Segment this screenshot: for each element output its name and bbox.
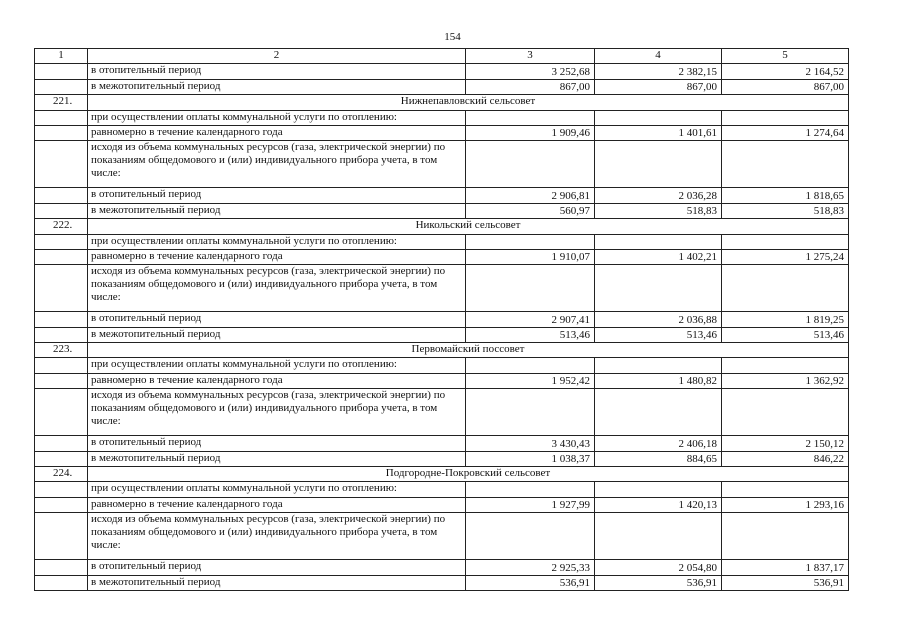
section-title-row [35,219,849,234]
value-col-5: 846,22 [722,451,849,466]
header-col-5: 5 [722,49,849,64]
table-row [35,560,849,575]
value-col-5 [722,358,849,373]
row-number [35,560,88,575]
table-row [35,249,849,264]
header-col-3: 3 [466,49,595,64]
value-col-3 [466,513,595,560]
row-label: в межотопительный период [88,79,466,94]
row-label: равномерно в течение календарного года [88,249,466,264]
value-col-3: 3 252,68 [466,64,595,79]
value-col-3 [466,234,595,249]
table-row [35,327,849,342]
table-row [35,358,849,373]
row-label: равномерно в течение календарного года [88,497,466,512]
value-col-4: 1 402,21 [595,249,722,264]
value-col-4 [595,513,722,560]
value-col-5: 518,83 [722,203,849,218]
value-col-3: 2 907,41 [466,312,595,327]
value-col-3 [466,389,595,436]
row-label: при осуществлении оплаты коммунальной услуги по отоплению: [88,358,466,373]
row-label: исходя из объема коммунальных ресурсов (газа, электрической энергии) по показаниям общедомового и (или) индивидуального прибора учета, в том числе: [88,265,466,312]
row-label: равномерно в течение календарного года [88,373,466,388]
row-label: исходя из объема коммунальных ресурсов (газа, электрической энергии) по показаниям общедомового и (или) индивидуального прибора учета, в том числе: [88,513,466,560]
table-row [35,64,849,79]
row-number [35,389,88,436]
value-col-5: 1 275,24 [722,249,849,264]
value-col-3: 1 038,37 [466,451,595,466]
value-col-5 [722,110,849,125]
page-number: 154 [444,31,461,43]
value-col-4: 518,83 [595,203,722,218]
row-label: исходя из объема коммунальных ресурсов (газа, электрической энергии) по показаниям общедомового и (или) индивидуального прибора учета, в том числе: [88,141,466,188]
value-col-5 [722,234,849,249]
value-col-3: 3 430,43 [466,436,595,451]
value-col-4 [595,265,722,312]
value-col-3 [466,265,595,312]
row-label: исходя из объема коммунальных ресурсов (газа, электрической энергии) по показаниям общедомового и (или) индивидуального прибора учета, в том числе: [88,389,466,436]
table-row [35,389,849,436]
value-col-4: 867,00 [595,79,722,94]
value-col-4: 1 420,13 [595,497,722,512]
row-number [35,203,88,218]
value-col-3: 2 906,81 [466,188,595,203]
row-number [35,79,88,94]
table-row [35,110,849,125]
row-label: в отопительный период [88,64,466,79]
value-col-4 [595,389,722,436]
value-col-4: 2 382,15 [595,64,722,79]
value-col-3 [466,141,595,188]
row-number [35,513,88,560]
value-col-5: 1 818,65 [722,188,849,203]
row-number [35,327,88,342]
table-row [35,482,849,497]
section-title: Нижнепавловский сельсовет [88,95,849,110]
value-col-5: 2 164,52 [722,64,849,79]
table-row [35,575,849,590]
value-col-3: 560,97 [466,203,595,218]
row-label: равномерно в течение календарного года [88,125,466,140]
value-col-3 [466,110,595,125]
row-number [35,575,88,590]
value-col-3: 1 910,07 [466,249,595,264]
value-col-5: 1 819,25 [722,312,849,327]
row-number [35,265,88,312]
section-title: Подгородне-Покровский сельсовет [88,467,849,482]
value-col-5: 513,46 [722,327,849,342]
value-col-5: 867,00 [722,79,849,94]
value-col-5: 1 293,16 [722,497,849,512]
value-col-3: 1 927,99 [466,497,595,512]
value-col-4: 536,91 [595,575,722,590]
value-col-4: 1 480,82 [595,373,722,388]
value-col-4: 2 036,88 [595,312,722,327]
row-number: 221. [35,95,88,110]
row-number [35,125,88,140]
value-col-5 [722,389,849,436]
row-label: в межотопительный период [88,327,466,342]
value-col-4: 2 036,28 [595,188,722,203]
value-col-4: 1 401,61 [595,125,722,140]
value-col-5 [722,513,849,560]
value-col-4: 513,46 [595,327,722,342]
row-label: в межотопительный период [88,575,466,590]
table-row [35,312,849,327]
row-number [35,141,88,188]
row-number [35,249,88,264]
value-col-5 [722,141,849,188]
header-col-2: 2 [88,49,466,64]
row-label: в отопительный период [88,188,466,203]
value-col-3: 1 952,42 [466,373,595,388]
tariff-table [34,48,849,591]
row-number [35,482,88,497]
value-col-4 [595,482,722,497]
row-number [35,188,88,203]
value-col-5 [722,265,849,312]
row-label: в отопительный период [88,436,466,451]
row-number: 223. [35,343,88,358]
value-col-4: 884,65 [595,451,722,466]
value-col-3: 867,00 [466,79,595,94]
table-row [35,451,849,466]
value-col-4 [595,110,722,125]
table-row [35,513,849,560]
table-row [35,265,849,312]
section-title-row [35,467,849,482]
row-label: в межотопительный период [88,203,466,218]
row-label: в отопительный период [88,560,466,575]
row-number [35,64,88,79]
row-label: при осуществлении оплаты коммунальной услуги по отоплению: [88,110,466,125]
row-number [35,451,88,466]
value-col-5: 1 837,17 [722,560,849,575]
table-row [35,188,849,203]
row-label: в межотопительный период [88,451,466,466]
value-col-5: 1 274,64 [722,125,849,140]
value-col-5 [722,482,849,497]
value-col-4 [595,234,722,249]
section-title: Никольский сельсовет [88,219,849,234]
value-col-3: 2 925,33 [466,560,595,575]
section-title-row [35,95,849,110]
row-label: при осуществлении оплаты коммунальной услуги по отоплению: [88,234,466,249]
section-title-row [35,343,849,358]
value-col-5: 1 362,92 [722,373,849,388]
header-col-1: 1 [35,49,88,64]
value-col-5: 536,91 [722,575,849,590]
value-col-4 [595,141,722,188]
value-col-3: 513,46 [466,327,595,342]
table-row [35,497,849,512]
row-label: при осуществлении оплаты коммунальной услуги по отоплению: [88,482,466,497]
row-number [35,110,88,125]
table-row [35,436,849,451]
row-label: в отопительный период [88,312,466,327]
row-number [35,497,88,512]
value-col-4: 2 054,80 [595,560,722,575]
header-row [35,49,849,64]
value-col-5: 2 150,12 [722,436,849,451]
table-row [35,79,849,94]
value-col-3 [466,482,595,497]
value-col-4 [595,358,722,373]
row-number: 224. [35,467,88,482]
row-number [35,436,88,451]
row-number [35,358,88,373]
section-title: Первомайский поссовет [88,343,849,358]
table-row [35,125,849,140]
row-number [35,234,88,249]
value-col-3: 536,91 [466,575,595,590]
table-row [35,141,849,188]
value-col-3 [466,358,595,373]
table-row [35,203,849,218]
table-row [35,234,849,249]
value-col-4: 2 406,18 [595,436,722,451]
row-number [35,373,88,388]
row-number [35,312,88,327]
value-col-3: 1 909,46 [466,125,595,140]
table-row [35,373,849,388]
table-body [35,64,849,591]
header-col-4: 4 [595,49,722,64]
row-number: 222. [35,219,88,234]
